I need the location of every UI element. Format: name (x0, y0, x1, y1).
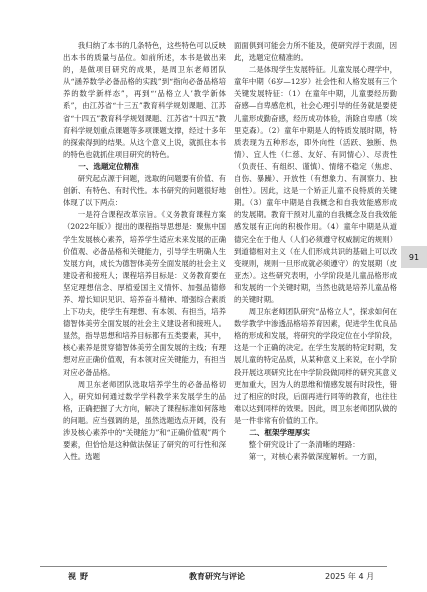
first-point-paragraph: 第一，对核心素养做深度解析。一方面， (248, 452, 382, 462)
development-paragraph: 二是体现学生发展特征。儿童发展心理学中，童年中期（6岁—12岁）社会性和人格发展有三个关键发展特征：（1）在童年中期，儿童要经历勤奋感—自卑感危机，社会心理引导的任务就是要使儿童形成勤奋感，经历成功体验，消除自卑感（埃里克森）。（2）童年中期是人的特质发展时期，特质表现为五种形态，即外向性（活跃、独断、热情）、宜人性（仁慈、友好、有同情心）、尽责性（负责任、有组织、谨慎）、情绪不稳定（焦虑、自伤、暴躁）、开放性（有想象力、有洞察力、独创性）。因此，这是一个矫正儿童不良特质的关键期。（3）童年中期是自我概念和自我效能感形成的发展期。教育干预对儿童的自我概念及自我效能感发展有正向的积极作用。（4）童年中期是从道德完全在于他人（人们必须遵守权威制定的规则）到道德相对主义（在人们形成共识的基础上可以改变规则，规则一旦形成就必须遵守）的发展期（皮亚杰）。这些研究表明，小学阶段是儿童品格形成和发展的一个关键时期，当然也就是培养儿童品格的关键时期。 (234, 65, 397, 304)
page-footer (0, 566, 427, 586)
continued-paragraph: 面面俱到可能会力所不能及，使研究浮于表面，因此，选题定位精准的。 (234, 41, 397, 63)
research-path-paragraph: 整个研究设计了一条清晰的理路： (248, 440, 360, 450)
section-heading-2: 二、框架学理厚实 (249, 428, 310, 437)
research-question-paragraph: 研究起点源于问题，选取的问题要有价值、有创新、有特色、有时代性。本书研究的问题很好地体现了以下两点： (63, 174, 226, 208)
footer-issue-date: 2025 年 4 月 (325, 572, 375, 581)
pinge-liren-paragraph: 周卫东老师团队研究“品格立人”，探求如何在数学教学中渗透品格培养育因素，促进学生优良品格的形成和发展，将研究的学段定位在小学阶段，这是一个正确的决定。在学生发展的特定时期，发展儿童的特定品质，从某种意义上来说，在小学阶段开展这项研究比在中学阶段做同样的研究其意义更加重大，因为人的思维和情感发展有时段性，错过了相应的时段，后面再进行同等的教育，也往往难以达到同样的效果。因此，周卫东老师团队做的是一件非常有价值的工作。 (234, 307, 397, 425)
right-column (234, 40, 397, 463)
left-column (63, 40, 226, 463)
team-choice-paragraph: 周卫东老师团队选取培养学生的必备品格切入，研究如何通过数学学科教学来发展学生的品格，正确把握了大方向，解决了课程标准如何落地的问题。应当强调的是，虽然选题选点开阔，没有涉及核心素养中的“关键能力”和“正确价值观”两个要素，但恰恰是这种做法保证了研究的可行性和深入性。选题 (63, 379, 226, 462)
footer-section: 视野 (68, 572, 92, 581)
footer-divider (40, 566, 387, 567)
page-number-tab (401, 246, 427, 268)
intro-paragraph: 我归纳了本书的几条特色，这些特色可以反映出本书的质量与品位。如前所述，本书是做出来的，是做项目研究的成果，是周卫东老师团队从“涵养数学必备品格的实践”到“指向必备品格培养的数学新样态”，再到“‘品格立人’教学新体系”，由江苏省“十三五”教育科学规划课题、江苏省“十四五”教育科学规划课题、江苏省“十四五”教育科学规划重点课题等多项课题支撑，经过十多年的探索得到的结果。从这个意义上说，就抓住本书的特色也就抓住项目研究的特色。 (63, 41, 226, 159)
footer-journal-name: 教育研究与评论 (189, 571, 245, 581)
curriculum-paragraph: 一是符合课程改革宗旨。《义务教育课程方案（2022年版）》提出的课程指导思想是：聚焦中国学生发展核心素养，培养学生适应未来发展的正确价值观、必备品格和关键能力，引导学生明确人生发展方向，成长为德智体美劳全面发展的社会主义建设者和接班人；课程培养目标是：义务教育要在坚定理想信念、厚植爱国主义情怀、加强品德修养、增长知识见识、培养奋斗精神、增强综合素质上下功夫，使学生有理想、有本领、有担当，培养德智体美劳全面发展的社会主义建设者和接班人。显然，指导思想和培养目标都有五类要素，其中，核心素养是贯穿德智体美劳全面发展的主线；有理想对应正确价值观，有本领对应关键能力，有担当对应必备品格。 (63, 210, 226, 377)
page-number: 91 (408, 252, 420, 262)
section-heading-1: 一、选题定位精准 (78, 161, 139, 171)
